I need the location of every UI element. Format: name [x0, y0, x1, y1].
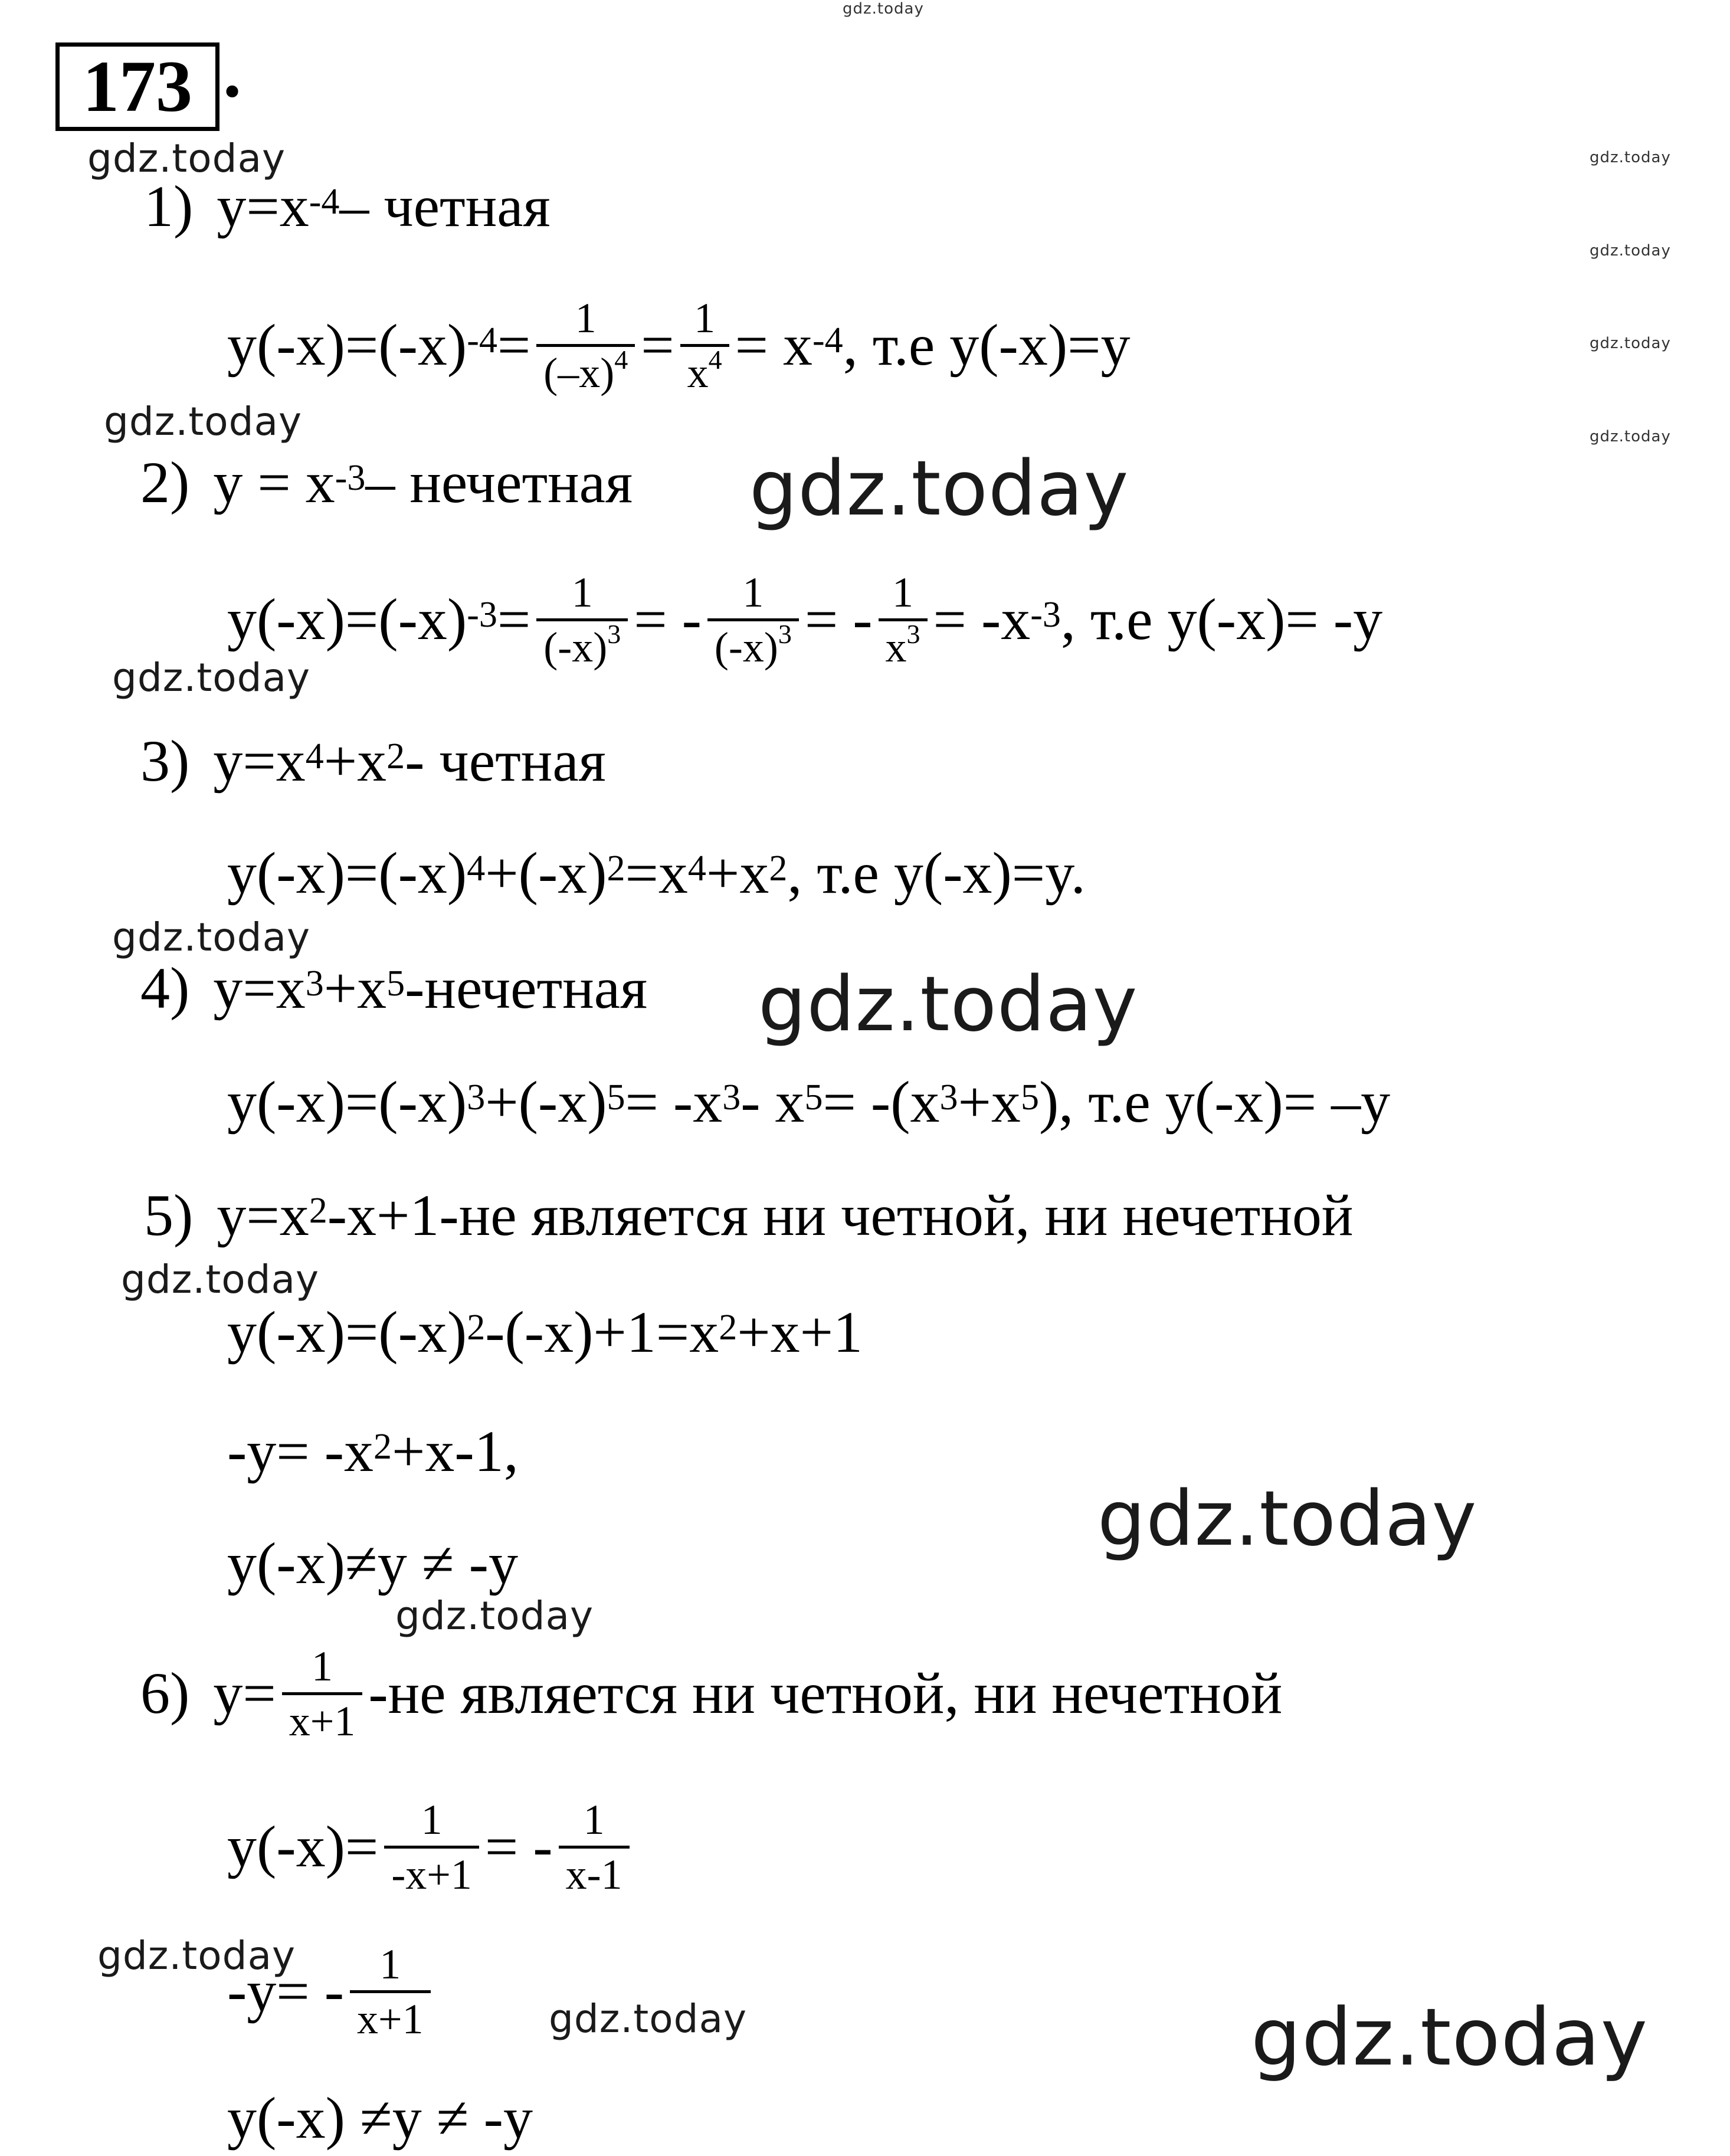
watermark-large-2: gdz.today — [758, 961, 1138, 1048]
item-4-proof: y(-x)=(-x) $^3$ +(-x) $^5$ = -x $^3$ - x $^5$ = -(x $^3$ +x $^5$ ), т.е y(-x)= –y — [227, 1069, 1391, 1135]
item-6-proof-3: y(-x) ≠y ≠ -y — [227, 2085, 533, 2151]
watermark-left-3: gdz.today — [112, 655, 311, 700]
item-6: 6) y= $\frac{1}{x+1}$ -не является ни четной, ни нечетной — [140, 1642, 1283, 1745]
problem-number-dot: . — [223, 31, 241, 112]
watermark-mid-2: gdz.today — [549, 1996, 748, 2042]
item-5: 5) y=x $^2$ -x+1-не является ни четной, ни нечетной — [144, 1182, 1354, 1248]
fraction: $\frac{1}{x+1}$ — [282, 1645, 363, 1742]
fraction: $\frac{1}{(-x)^3}$ — [536, 571, 628, 669]
fraction: $\frac{1}{(-x)^3}$ — [707, 571, 799, 669]
watermark-mid-1: gdz.today — [395, 1593, 594, 1639]
watermark-large-4: gdz.today — [1251, 1991, 1649, 2083]
item-3-proof: y(-x)=(-x) $^4$ +(-x) $^2$ =x $^4$ +x $^2$ , т.е y(-x)=y. — [227, 840, 1086, 906]
watermark-left-2: gdz.today — [104, 399, 303, 444]
item-number: 1) — [144, 173, 194, 239]
item-number: 4) — [140, 955, 190, 1021]
item-2: 2) y = x $^{-3}$ – нечетная — [140, 450, 633, 515]
watermark-left-4: gdz.today — [112, 915, 311, 960]
watermark-left-6: gdz.today — [97, 1933, 296, 1978]
problem-number: 173 — [83, 46, 192, 127]
fraction: $\frac{1}{x^4}$ — [680, 297, 729, 394]
fraction: $\frac{1}{(-x)^4}$ — [536, 297, 635, 394]
item-6-proof-2: -y= - $\frac{1}{x+1}$ — [227, 1935, 437, 2047]
item-1: 1) y=x $^{-4}$ – четная — [144, 173, 551, 239]
item-number: 3) — [140, 728, 190, 794]
watermark-top: gdz.today — [843, 0, 924, 18]
item-number: 5) — [144, 1182, 194, 1248]
item-2-proof: y(-x)=(-x) $^{-3}$ = $\frac{1}{(-x)^3}$ = - $\frac{1}{(-x)^3}$ = - $\frac{1}{x^3}$ = -x $^{-3}$ , т.е y(-x)= -y — [227, 568, 1383, 671]
item-6-proof-1: y(-x)= $\frac{1}{-x+1}$ = - $\frac{1}{x-1}$ — [227, 1791, 635, 1903]
watermark-left-1: gdz.today — [87, 136, 286, 181]
fraction: $\frac{1}{x-1}$ — [559, 1798, 630, 1896]
item-5-proof-1: y(-x)=(-x) $^2$ -(-x)+1=x $^2$ +x+1 — [227, 1299, 863, 1365]
watermark-large-1: gdz.today — [749, 445, 1129, 533]
item-1-proof: y(-x)=(-x) $^{-4}$ = $\frac{1}{(-x)^4}$ = $\frac{1}{x^4}$ = x $^{-4}$ , т.е y(-x)=y — [227, 294, 1131, 397]
fraction: $\frac{1}{x^3}$ — [879, 571, 928, 669]
problem-number-box — [55, 42, 219, 131]
item-number: 6) — [140, 1660, 190, 1726]
fraction: $\frac{1}{-x+1}$ — [384, 1798, 479, 1896]
watermark-right-4: gdz.today — [1590, 428, 1671, 445]
watermark-right-1: gdz.today — [1590, 149, 1671, 166]
watermark-right-3: gdz.today — [1590, 335, 1671, 352]
watermark-right-2: gdz.today — [1590, 242, 1671, 260]
watermark-large-3: gdz.today — [1097, 1475, 1477, 1563]
fraction: $\frac{1}{x+1}$ — [350, 1943, 431, 2040]
item-3: 3) y=x $^4$ +x $^2$ - четная — [140, 728, 606, 794]
item-4: 4) y=x $^3$ +x $^5$ -нечетная — [140, 955, 648, 1021]
item-5-proof-2: -y= -x $^2$ +x-1, — [227, 1418, 519, 1484]
item-number: 2) — [140, 450, 190, 515]
item-5-proof-3: y(-x)≠y ≠ -y — [227, 1531, 518, 1596]
watermark-left-5: gdz.today — [121, 1257, 320, 1302]
